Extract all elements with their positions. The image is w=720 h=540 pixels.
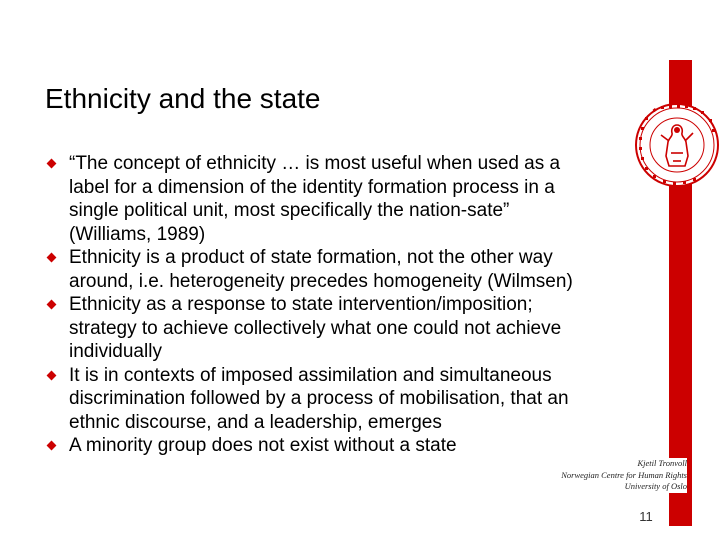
bullet-text — [69, 246, 665, 293]
bullet-line: Ethnicity is a product of state formation, not the other way — [69, 247, 553, 268]
bullet-diamond-icon — [47, 253, 57, 263]
bullet-text — [69, 434, 665, 458]
bullet-line: single political unit, most specifically the nation-sate” — [69, 200, 510, 221]
bullet-diamond-icon — [47, 370, 57, 380]
bullet-line: strategy to achieve collectively what one could not achieve — [69, 317, 562, 339]
bullet-list — [47, 152, 665, 458]
bullet-line: discrimination followed by a process of mobilisation, that an — [69, 388, 569, 409]
bullet-text — [69, 364, 665, 435]
bullet-item — [47, 246, 665, 293]
bullet-line: label for a dimension of the identity formation process in a — [69, 176, 555, 198]
bullet-text — [69, 293, 665, 364]
bullet-line: individually — [69, 341, 162, 362]
bullet-diamond-icon — [47, 159, 57, 169]
bullet-item — [47, 152, 665, 246]
bullet-line: It is in contexts of imposed assimilation and simultaneous — [69, 364, 552, 386]
bullet-diamond-icon — [47, 441, 57, 451]
bullet-text — [69, 152, 665, 246]
credit-university: University of Oslo — [624, 481, 687, 491]
credit-author: Kjetil Tronvoll — [637, 458, 687, 468]
page-number: 11 — [639, 509, 653, 524]
bullet-diamond-icon — [47, 300, 57, 310]
bullet-line: “The concept of ethnicity … is most useful when used as a — [69, 153, 561, 174]
bullet-line: around, i.e. heterogeneity precedes homogeneity (Wilmsen) — [69, 270, 573, 292]
bullet-item — [47, 434, 665, 458]
credit-centre: Norwegian Centre for Human Rights — [561, 469, 687, 480]
author-credit — [555, 458, 687, 493]
bullet-line: ethnic discourse, and a leadership, emerges — [69, 411, 442, 433]
bullet-item — [47, 293, 665, 364]
bullet-line: Ethnicity as a response to state intervention/imposition; — [69, 294, 533, 315]
bullet-item — [47, 364, 665, 435]
slide-title: Ethnicity and the state — [45, 83, 321, 114]
bullet-line: (Williams, 1989) — [69, 223, 206, 245]
bullet-line: A minority group does not exist without a state — [69, 435, 457, 456]
